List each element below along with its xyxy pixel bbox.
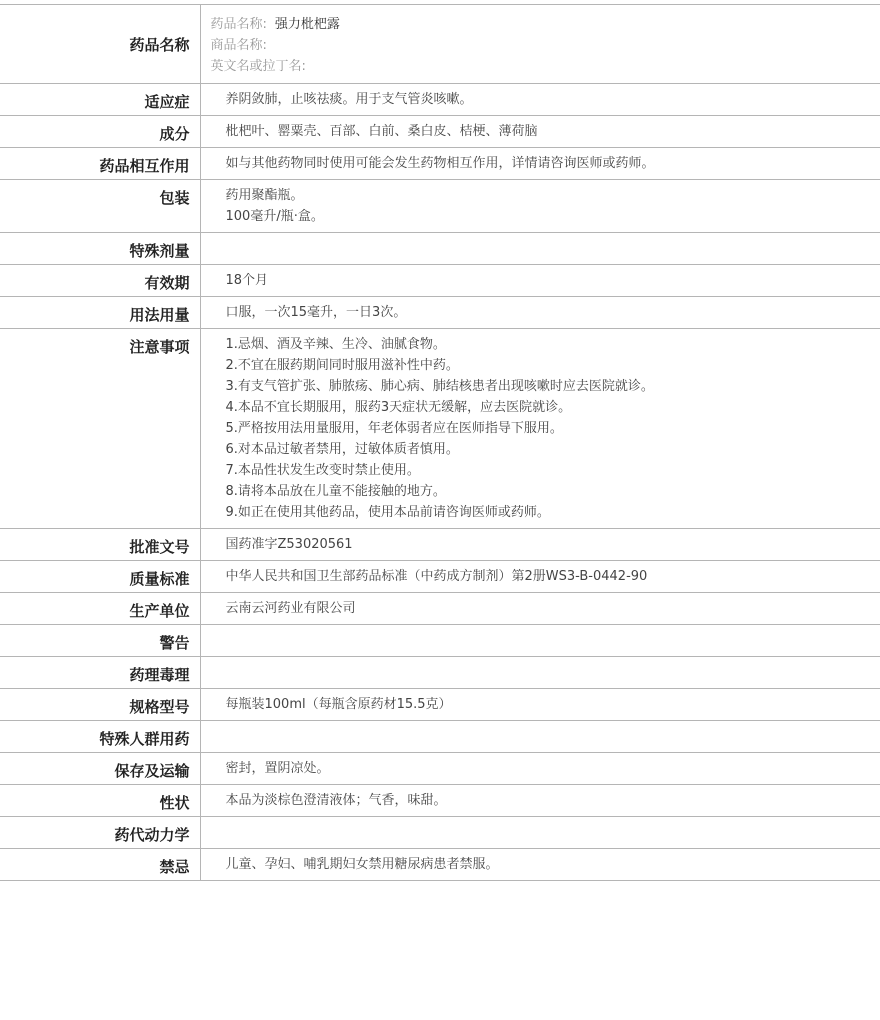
row-value-lines <box>201 625 880 630</box>
row-label <box>0 328 200 528</box>
spec-row <box>0 624 880 656</box>
row-value-lines <box>201 753 880 779</box>
row-label <box>0 560 200 592</box>
english-name-label: 英文名或拉丁名: <box>210 59 306 74</box>
value-line: 1.忌烟、酒及辛辣、生冷、油腻食物。 <box>225 336 446 352</box>
row-value-lines <box>201 180 880 227</box>
value-line: 2.不宜在服药期间同时服用滋补性中药。 <box>225 357 459 373</box>
row-value <box>200 528 880 560</box>
row-value <box>200 179 880 232</box>
row-label <box>0 179 200 232</box>
row-value-lines <box>201 785 880 811</box>
value-line: 18个月 <box>225 272 269 288</box>
row-value-lines <box>201 329 880 523</box>
row-label-text: 质量标准 <box>129 569 190 588</box>
row-label-text: 成分 <box>159 124 190 143</box>
row-value <box>200 848 880 880</box>
row-label-text: 适应症 <box>144 92 190 111</box>
row-value-lines <box>201 233 880 238</box>
trade-name-line <box>211 35 880 56</box>
row-value-lines <box>201 148 880 174</box>
value-line: 8.请将本品放在儿童不能接触的地方。 <box>225 483 446 499</box>
row-label <box>0 624 200 656</box>
row-label-text: 药品名称 <box>129 36 190 54</box>
spec-row <box>0 720 880 752</box>
row-label <box>0 752 200 784</box>
spec-row <box>0 688 880 720</box>
english-name-line <box>211 56 880 77</box>
row-value <box>200 624 880 656</box>
row-value <box>200 720 880 752</box>
row-value <box>200 656 880 688</box>
row-value <box>200 816 880 848</box>
row-value <box>200 560 880 592</box>
spec-row <box>0 816 880 848</box>
row-label-text: 包装 <box>159 188 190 207</box>
value-line: 儿童、孕妇、哺乳期妇女禁用糖尿病患者禁服。 <box>225 856 499 872</box>
row-value <box>200 115 880 147</box>
row-value-lines <box>201 116 880 142</box>
row-label <box>0 264 200 296</box>
row-label <box>0 5 200 83</box>
name-block <box>201 5 880 77</box>
row-label <box>0 816 200 848</box>
generic-name-value: 强力枇杷露 <box>274 17 340 32</box>
value-line: 6.对本品过敏者禁用，过敏体质者慎用。 <box>225 441 459 457</box>
row-label <box>0 688 200 720</box>
row-label <box>0 83 200 115</box>
spec-row <box>0 232 880 264</box>
spec-row <box>0 296 880 328</box>
spec-row <box>0 528 880 560</box>
row-value <box>200 592 880 624</box>
row-label-text: 禁忌 <box>159 857 190 876</box>
generic-name-line <box>211 14 880 35</box>
row-label-text: 警告 <box>159 633 190 652</box>
spec-row <box>0 560 880 592</box>
row-label-text: 特殊剂量 <box>129 241 190 260</box>
row-value-lines <box>201 721 880 726</box>
spec-row <box>0 115 880 147</box>
value-line: 枇杷叶、罂粟壳、百部、白前、桑白皮、桔梗、薄荷脑 <box>225 123 538 139</box>
row-value-lines <box>201 593 880 619</box>
row-value <box>200 328 880 528</box>
spec-row <box>0 752 880 784</box>
row-label-text: 特殊人群用药 <box>99 729 190 748</box>
row-value <box>200 688 880 720</box>
row-label-text: 药品相互作用 <box>99 156 190 175</box>
row-label <box>0 528 200 560</box>
row-label-text: 药代动力学 <box>114 825 190 844</box>
row-label <box>0 115 200 147</box>
spec-row <box>0 848 880 880</box>
row-value-lines <box>201 657 880 662</box>
value-line: 本品为淡棕色澄清液体；气香，味甜。 <box>225 792 447 808</box>
drug-spec-table <box>0 5 880 881</box>
row-value-lines <box>201 561 880 587</box>
value-line: 密封，置阴凉处。 <box>225 760 330 776</box>
value-line: 养阴敛肺，止咳祛痰。用于支气管炎咳嗽。 <box>225 91 473 107</box>
row-label-text: 用法用量 <box>129 305 190 324</box>
row-label <box>0 784 200 816</box>
row-label <box>0 656 200 688</box>
spec-table-body <box>0 5 880 880</box>
row-label-text: 性状 <box>159 793 190 812</box>
row-value-lines <box>201 265 880 291</box>
row-value <box>200 264 880 296</box>
row-value <box>200 147 880 179</box>
trade-name-label: 商品名称: <box>210 38 267 53</box>
row-label-text: 保存及运输 <box>114 761 190 780</box>
value-line: 国药准字Z53020561 <box>225 536 353 552</box>
generic-name-label: 药品名称: <box>210 17 267 32</box>
spec-row <box>0 784 880 816</box>
spec-row <box>0 592 880 624</box>
row-value <box>200 296 880 328</box>
spec-row <box>0 264 880 296</box>
value-line: 7.本品性状发生改变时禁止使用。 <box>225 462 420 478</box>
value-line: 中华人民共和国卫生部药品标准（中药成方制剂）第2册WS3-B-0442-90 <box>225 568 648 584</box>
row-value-lines <box>201 529 880 555</box>
row-label <box>0 592 200 624</box>
row-label-text: 批准文号 <box>129 537 190 556</box>
row-value <box>200 5 880 83</box>
value-line: 口服，一次15毫升，一日3次。 <box>225 304 407 320</box>
row-label <box>0 232 200 264</box>
spec-row <box>0 179 880 232</box>
spec-row <box>0 656 880 688</box>
row-label-text: 生产单位 <box>129 601 190 620</box>
row-value-lines <box>201 817 880 822</box>
row-label-text: 规格型号 <box>129 697 190 716</box>
row-label <box>0 848 200 880</box>
row-label-text: 注意事项 <box>129 337 190 356</box>
row-label <box>0 147 200 179</box>
value-line: 药用聚酯瓶。 <box>225 187 304 203</box>
row-value <box>200 752 880 784</box>
spec-row <box>0 147 880 179</box>
value-line: 3.有支气管扩张、肺脓疡、肺心病、肺结核患者出现咳嗽时应去医院就诊。 <box>225 378 654 394</box>
spec-row <box>0 328 880 528</box>
value-line: 云南云河药业有限公司 <box>225 600 356 616</box>
row-label-text: 药理毒理 <box>129 665 190 684</box>
row-label <box>0 720 200 752</box>
value-line: 5.严格按用法用量服用，年老体弱者应在医师指导下服用。 <box>225 420 563 436</box>
value-line: 如与其他药物同时使用可能会发生药物相互作用，详情请咨询医师或药师。 <box>225 155 655 171</box>
row-value <box>200 232 880 264</box>
row-value-lines <box>201 849 880 875</box>
value-line: 100毫升/瓶·盒。 <box>225 208 324 224</box>
row-label <box>0 296 200 328</box>
row-label-text: 有效期 <box>144 273 190 292</box>
value-line: 4.本品不宜长期服用，服药3天症状无缓解，应去医院就诊。 <box>225 399 572 415</box>
value-line: 9.如正在使用其他药品，使用本品前请咨询医师或药师。 <box>225 504 550 520</box>
spec-row <box>0 83 880 115</box>
row-value <box>200 784 880 816</box>
spec-row-name <box>0 5 880 83</box>
row-value <box>200 83 880 115</box>
value-line: 每瓶装100ml（每瓶含原药材15.5克） <box>225 696 452 712</box>
row-value-lines <box>201 689 880 715</box>
row-value-lines <box>201 84 880 110</box>
row-value-lines <box>201 297 880 323</box>
